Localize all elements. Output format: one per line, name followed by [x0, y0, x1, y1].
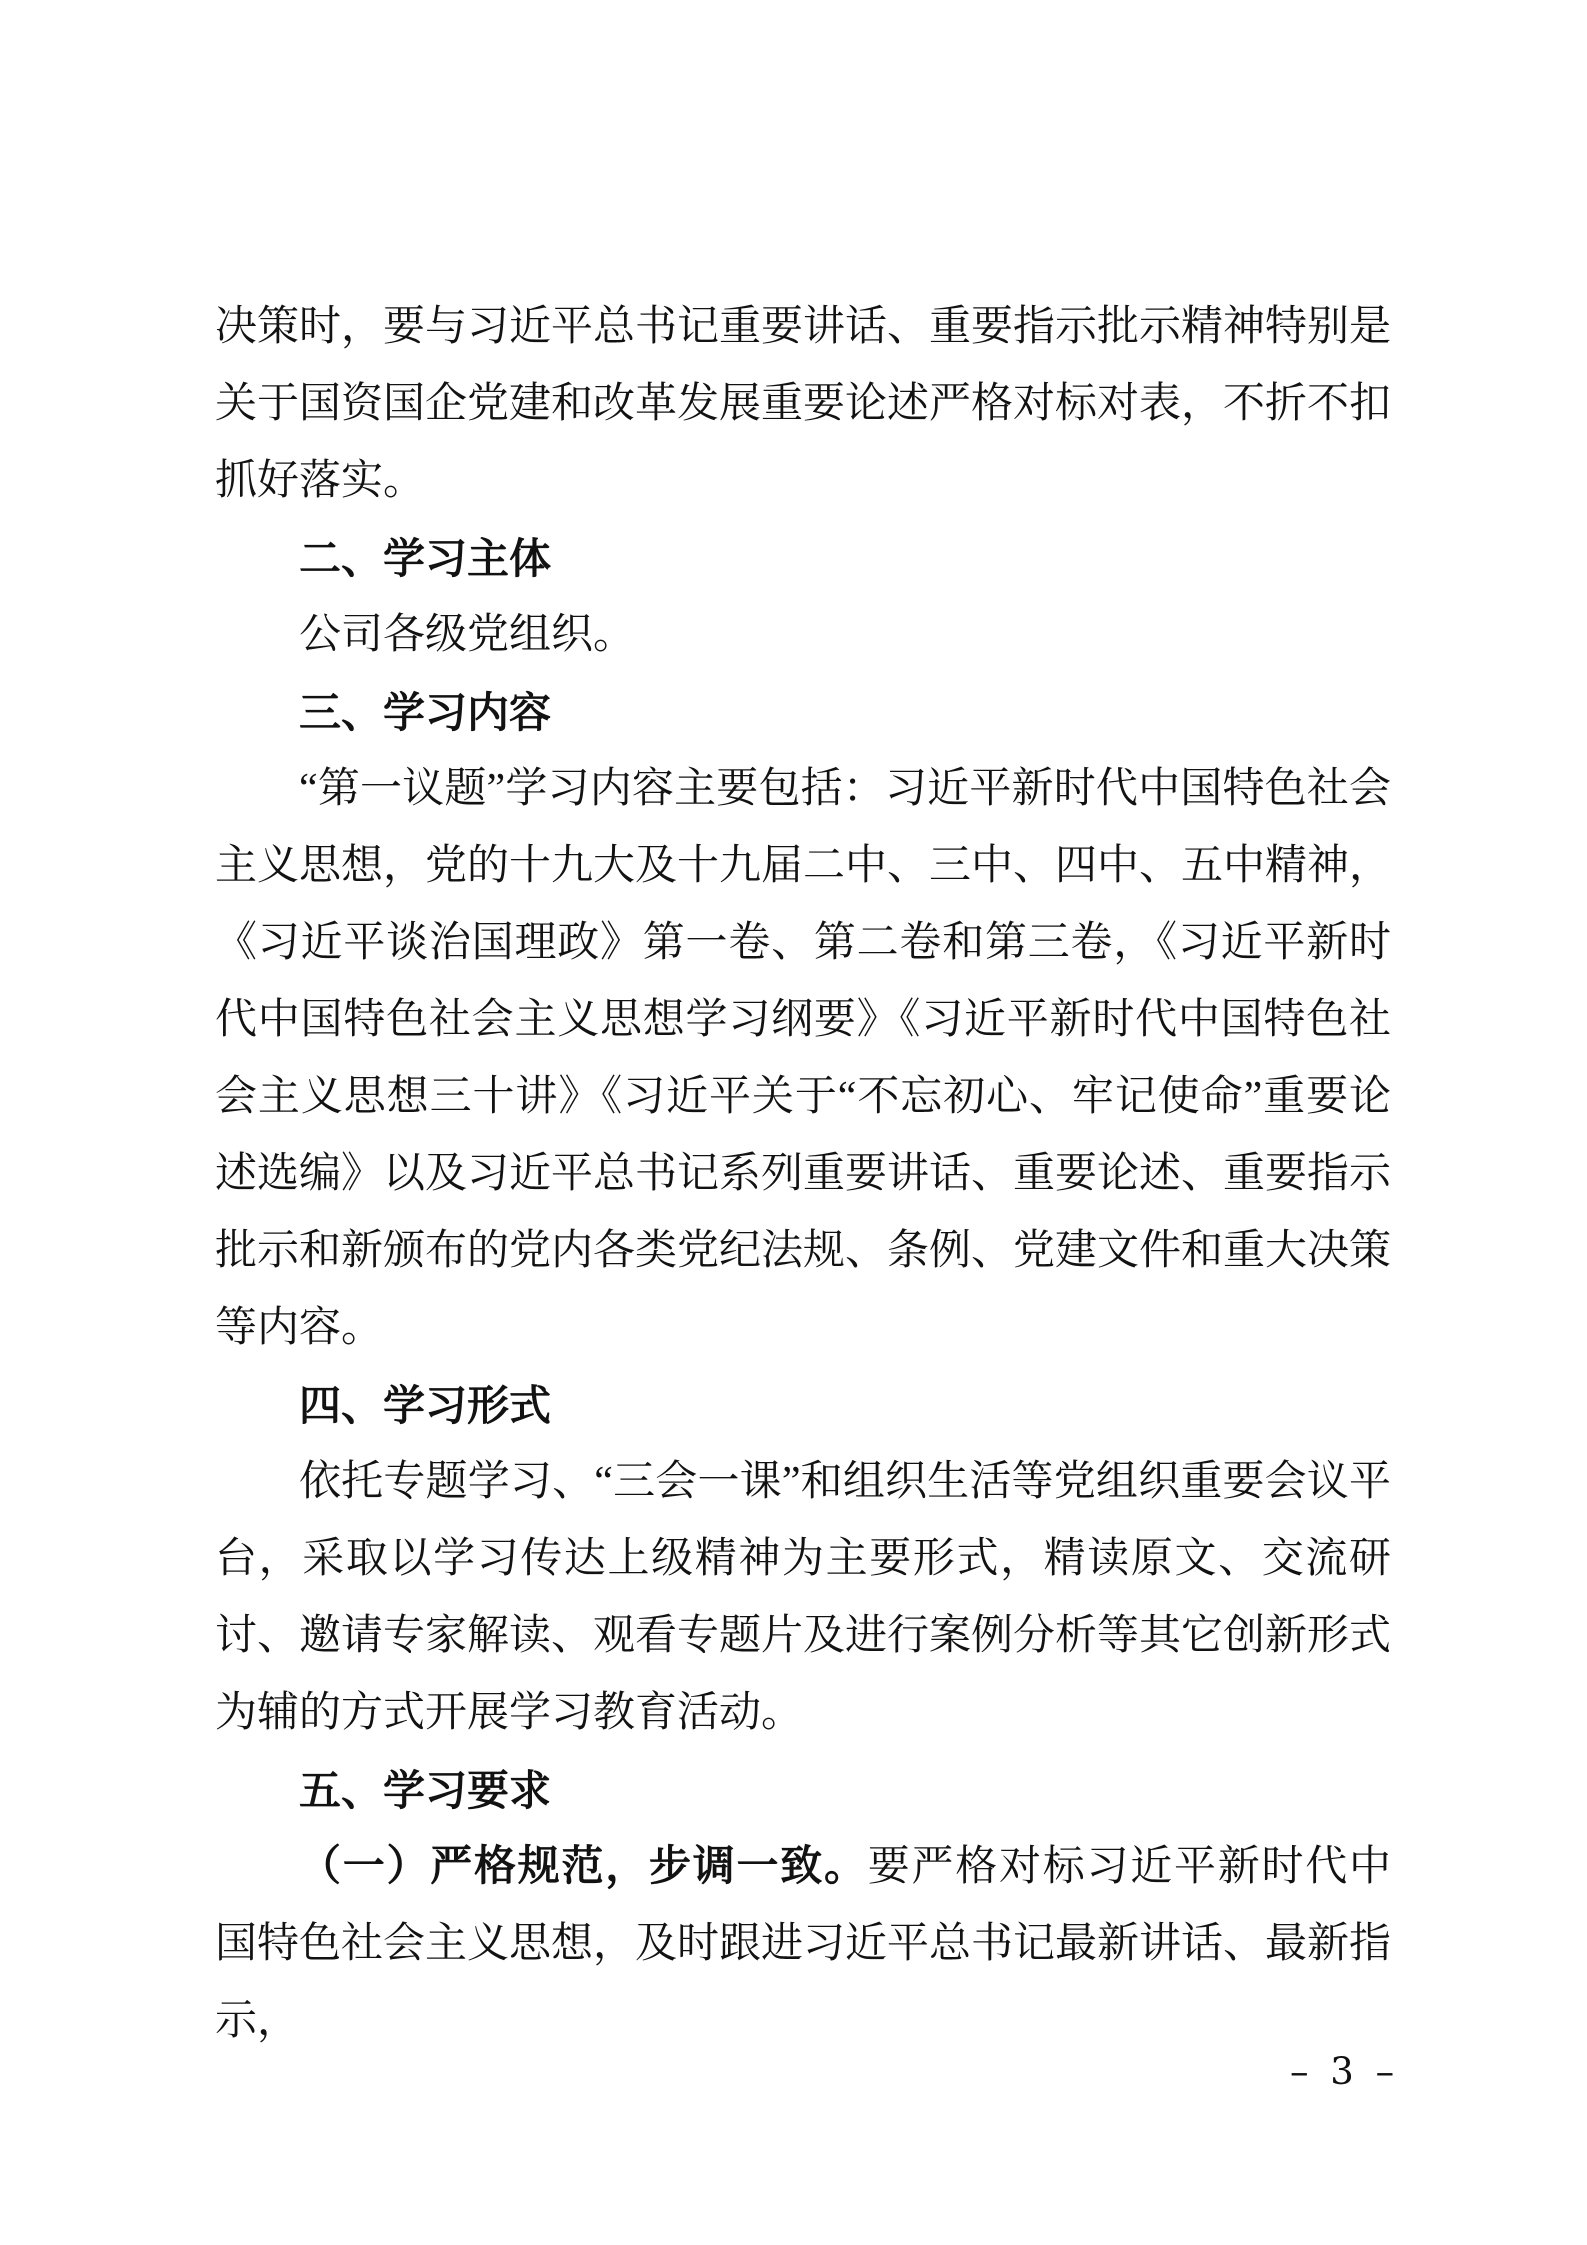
paragraph: 决策时，要与习近平总书记重要讲话、重要指示批示精神特别是关于国资国企党建和改革发展重要论述严格对标对表，不折不扣抓好落实。 — [215, 304, 1392, 504]
document-body — [215, 289, 1391, 2060]
paragraph: 公司各级党组织。 — [299, 612, 636, 658]
paragraph: 依托专题学习、“三会一课”和组织生活等党组织重要会议平台，采取以学习传达上级精神为主要形式，精读原文、交流研讨、邀请专家解读、观看专题片及进行案例分析等其它创新形式为辅的方式开展学习教育活动。 — [215, 1459, 1392, 1736]
paragraph-text: 要严格对标习近平新时代中国特色社会主义思想，及时跟进习近平总书记最新讲话、最新指示， — [215, 1844, 1392, 2044]
page-number: – 3 – — [1290, 2050, 1400, 2093]
section-heading: 二、学习主体 — [299, 535, 552, 582]
section-heading: 五、学习要求 — [299, 1767, 552, 1814]
section-heading: 四、学习形式 — [299, 1382, 552, 1429]
section-heading: 三、学习内容 — [299, 689, 552, 736]
paragraph: “第一议题”学习内容主要包括：习近平新时代中国特色社会主义思想，党的十九大及十九届二中、三中、四中、五中精神，《习近平谈治国理政》第一卷、第二卷和第三卷，《习近平新时代中国特色社会主义思想学习纲要》《习近平新时代中国特色社会主义思想三十讲》《习近平关于“不忘初心、牢记使命”重要论述选编》以及习近平总书记系列重要讲话、重要论述、重要指示批示和新颁布的党内各类党纪法规、条例、党建文件和重大决策等内容。 — [215, 766, 1392, 1351]
paragraph-lead-bold: （一）严格规范，步调一致。 — [299, 1844, 868, 1890]
paragraph — [215, 1829, 1391, 2060]
